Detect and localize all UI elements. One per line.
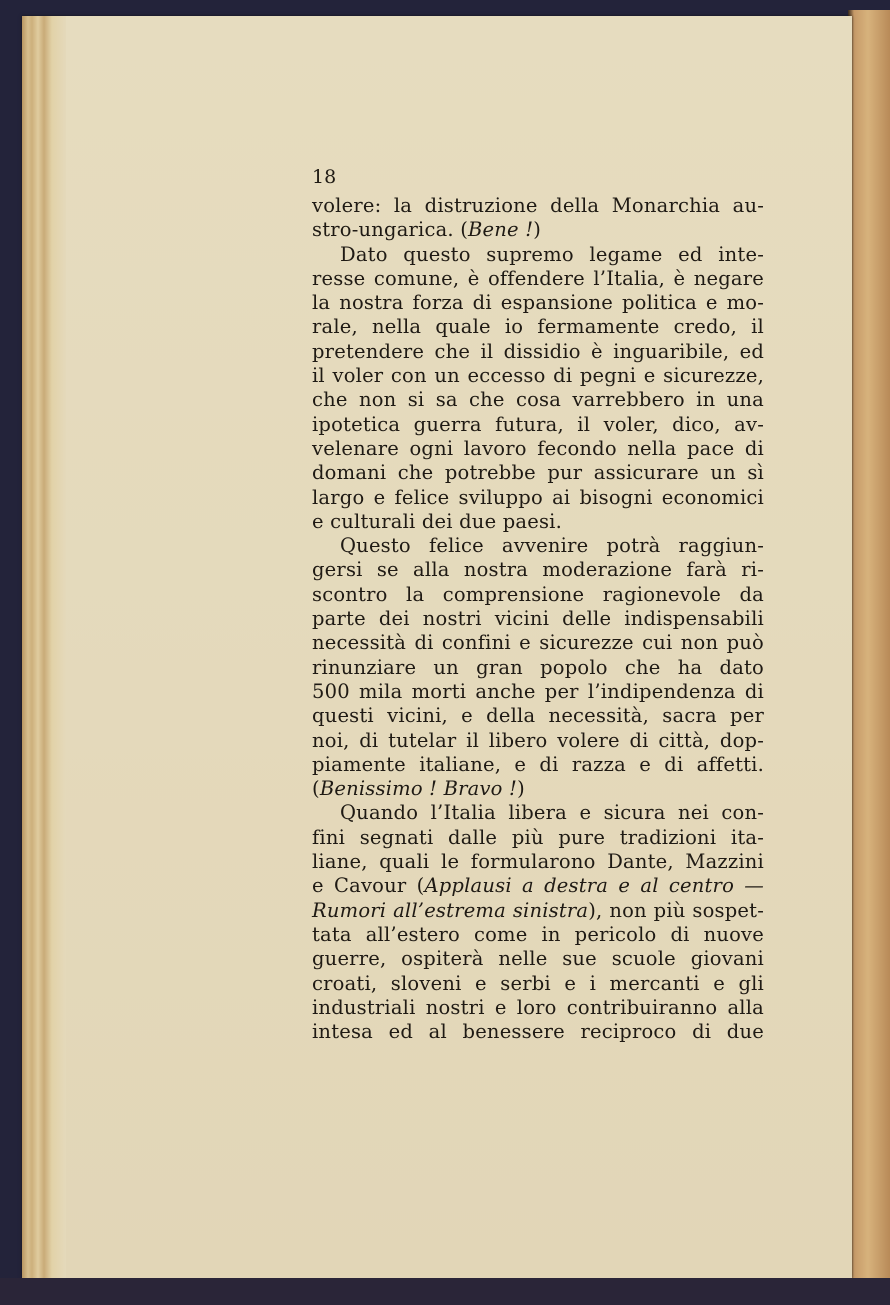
text-segment: liane, quali le formularono Dante, Mazzini (312, 850, 764, 874)
text-segment: croati, sloveni e serbi e i mercanti e gli (312, 971, 764, 995)
text-line (312, 413, 764, 437)
text-segment: ( (312, 777, 320, 801)
text-line (312, 753, 764, 777)
adjacent-page-edge (848, 10, 890, 1295)
text-line (312, 680, 764, 704)
text-segment: ), non più sospet- (588, 898, 764, 922)
text-line (312, 558, 764, 582)
text-segment: domani che potrebbe pur assicurare un sì (312, 461, 764, 485)
text-line (312, 194, 764, 218)
text-segment: e culturali dei due paesi. (312, 509, 562, 533)
text-line (312, 704, 764, 728)
text-segment: noi, di tutelar il libero volere di città, dop- (312, 728, 764, 752)
text-line (312, 267, 764, 291)
text-segment: gersi se alla nostra moderazione farà ri- (312, 558, 764, 582)
text-line (312, 388, 764, 412)
text-segment: ) (517, 777, 525, 801)
text-segment: la nostra forza di espansione politica e mo- (312, 291, 764, 315)
italic-segment: Bene ! (468, 218, 534, 242)
text-segment: ) (533, 218, 542, 242)
text-segment: Quando l’Italia libera e sicura nei con- (340, 801, 764, 825)
text-segment: intesa ed al benessere reciproco di due (312, 1020, 764, 1044)
text-segment: resse comune, è offendere l’Italia, è negare (312, 266, 764, 290)
text-segment: Dato questo supremo legame ed inte- (340, 242, 764, 266)
text-line (312, 777, 764, 801)
background-strip (0, 1278, 890, 1305)
text-line (312, 583, 764, 607)
italic-segment: Applausi a destra e al centro — (424, 874, 764, 898)
text-line (312, 923, 764, 947)
text-segment: ipotetica guerra futura, il voler, dico, av- (312, 412, 764, 436)
text-line (312, 656, 764, 680)
text-line (312, 631, 764, 655)
text-line (312, 972, 764, 996)
text-line (312, 340, 764, 364)
text-line (312, 996, 764, 1020)
text-segment: piamente italiane, e di razza e di affetti. (312, 752, 764, 776)
italic-segment: Benissimo ! Bravo ! (319, 777, 518, 801)
text-line (312, 874, 764, 898)
text-segment: parte dei nostri vicini delle indispensabili (312, 607, 764, 631)
text-segment: pretendere che il dissidio è inguaribile, ed (312, 339, 764, 363)
page-stack-edge (22, 16, 66, 1278)
text-segment: questi vicini, e della necessità, sacra per (312, 704, 764, 728)
text-line (312, 729, 764, 753)
text-segment: e Cavour ( (312, 874, 425, 898)
italic-segment: Rumori all’estrema sinistra (312, 898, 589, 922)
text-segment: che non si sa che cosa varrebbero in una (312, 388, 764, 412)
text-segment: tata all’estero come in pericolo di nuove (312, 922, 764, 946)
text-line (312, 850, 764, 874)
body-text (300, 194, 770, 1044)
text-line (312, 1020, 764, 1044)
text-line (312, 437, 764, 461)
text-segment: stro-ungarica. ( (312, 218, 469, 242)
text-segment: volere: la distruzione della Monarchia au- (312, 194, 764, 217)
text-line (312, 315, 764, 339)
text-line (312, 510, 764, 534)
text-line (312, 461, 764, 485)
text-line (312, 826, 764, 850)
text-segment: il voler con un eccesso di pegni e sicurezze, (312, 364, 764, 388)
page-number: 18 (312, 166, 337, 188)
text-line (312, 899, 764, 923)
text-segment: Questo felice avvenire potrà raggiun- (340, 534, 764, 558)
text-segment: velenare ogni lavoro fecondo nella pace di (312, 436, 764, 460)
text-segment: rale, nella quale io fermamente credo, il (312, 315, 764, 339)
text-segment: scontro la comprensione ragionevole da (312, 582, 764, 606)
text-segment: guerre, ospiterà nelle sue scuole giovani (312, 947, 764, 971)
text-segment: industriali nostri e loro contribuiranno alla (312, 995, 764, 1019)
text-line (312, 243, 764, 267)
text-line (312, 947, 764, 971)
text-segment: necessità di confini e sicurezze cui non può (312, 631, 764, 655)
text-line (312, 291, 764, 315)
text-segment: 500 mila morti anche per l’indipendenza di (312, 679, 764, 703)
text-line (312, 486, 764, 510)
text-line (312, 801, 764, 825)
text-line (312, 218, 764, 242)
text-segment: rinunziare un gran popolo che ha dato (312, 655, 764, 679)
text-line (312, 364, 764, 388)
text-segment: largo e felice sviluppo ai bisogni economici (312, 485, 764, 509)
page-text-block (300, 164, 770, 1044)
text-line (312, 534, 764, 558)
text-line (312, 607, 764, 631)
text-segment: fini segnati dalle più pure tradizioni ita- (312, 825, 764, 849)
